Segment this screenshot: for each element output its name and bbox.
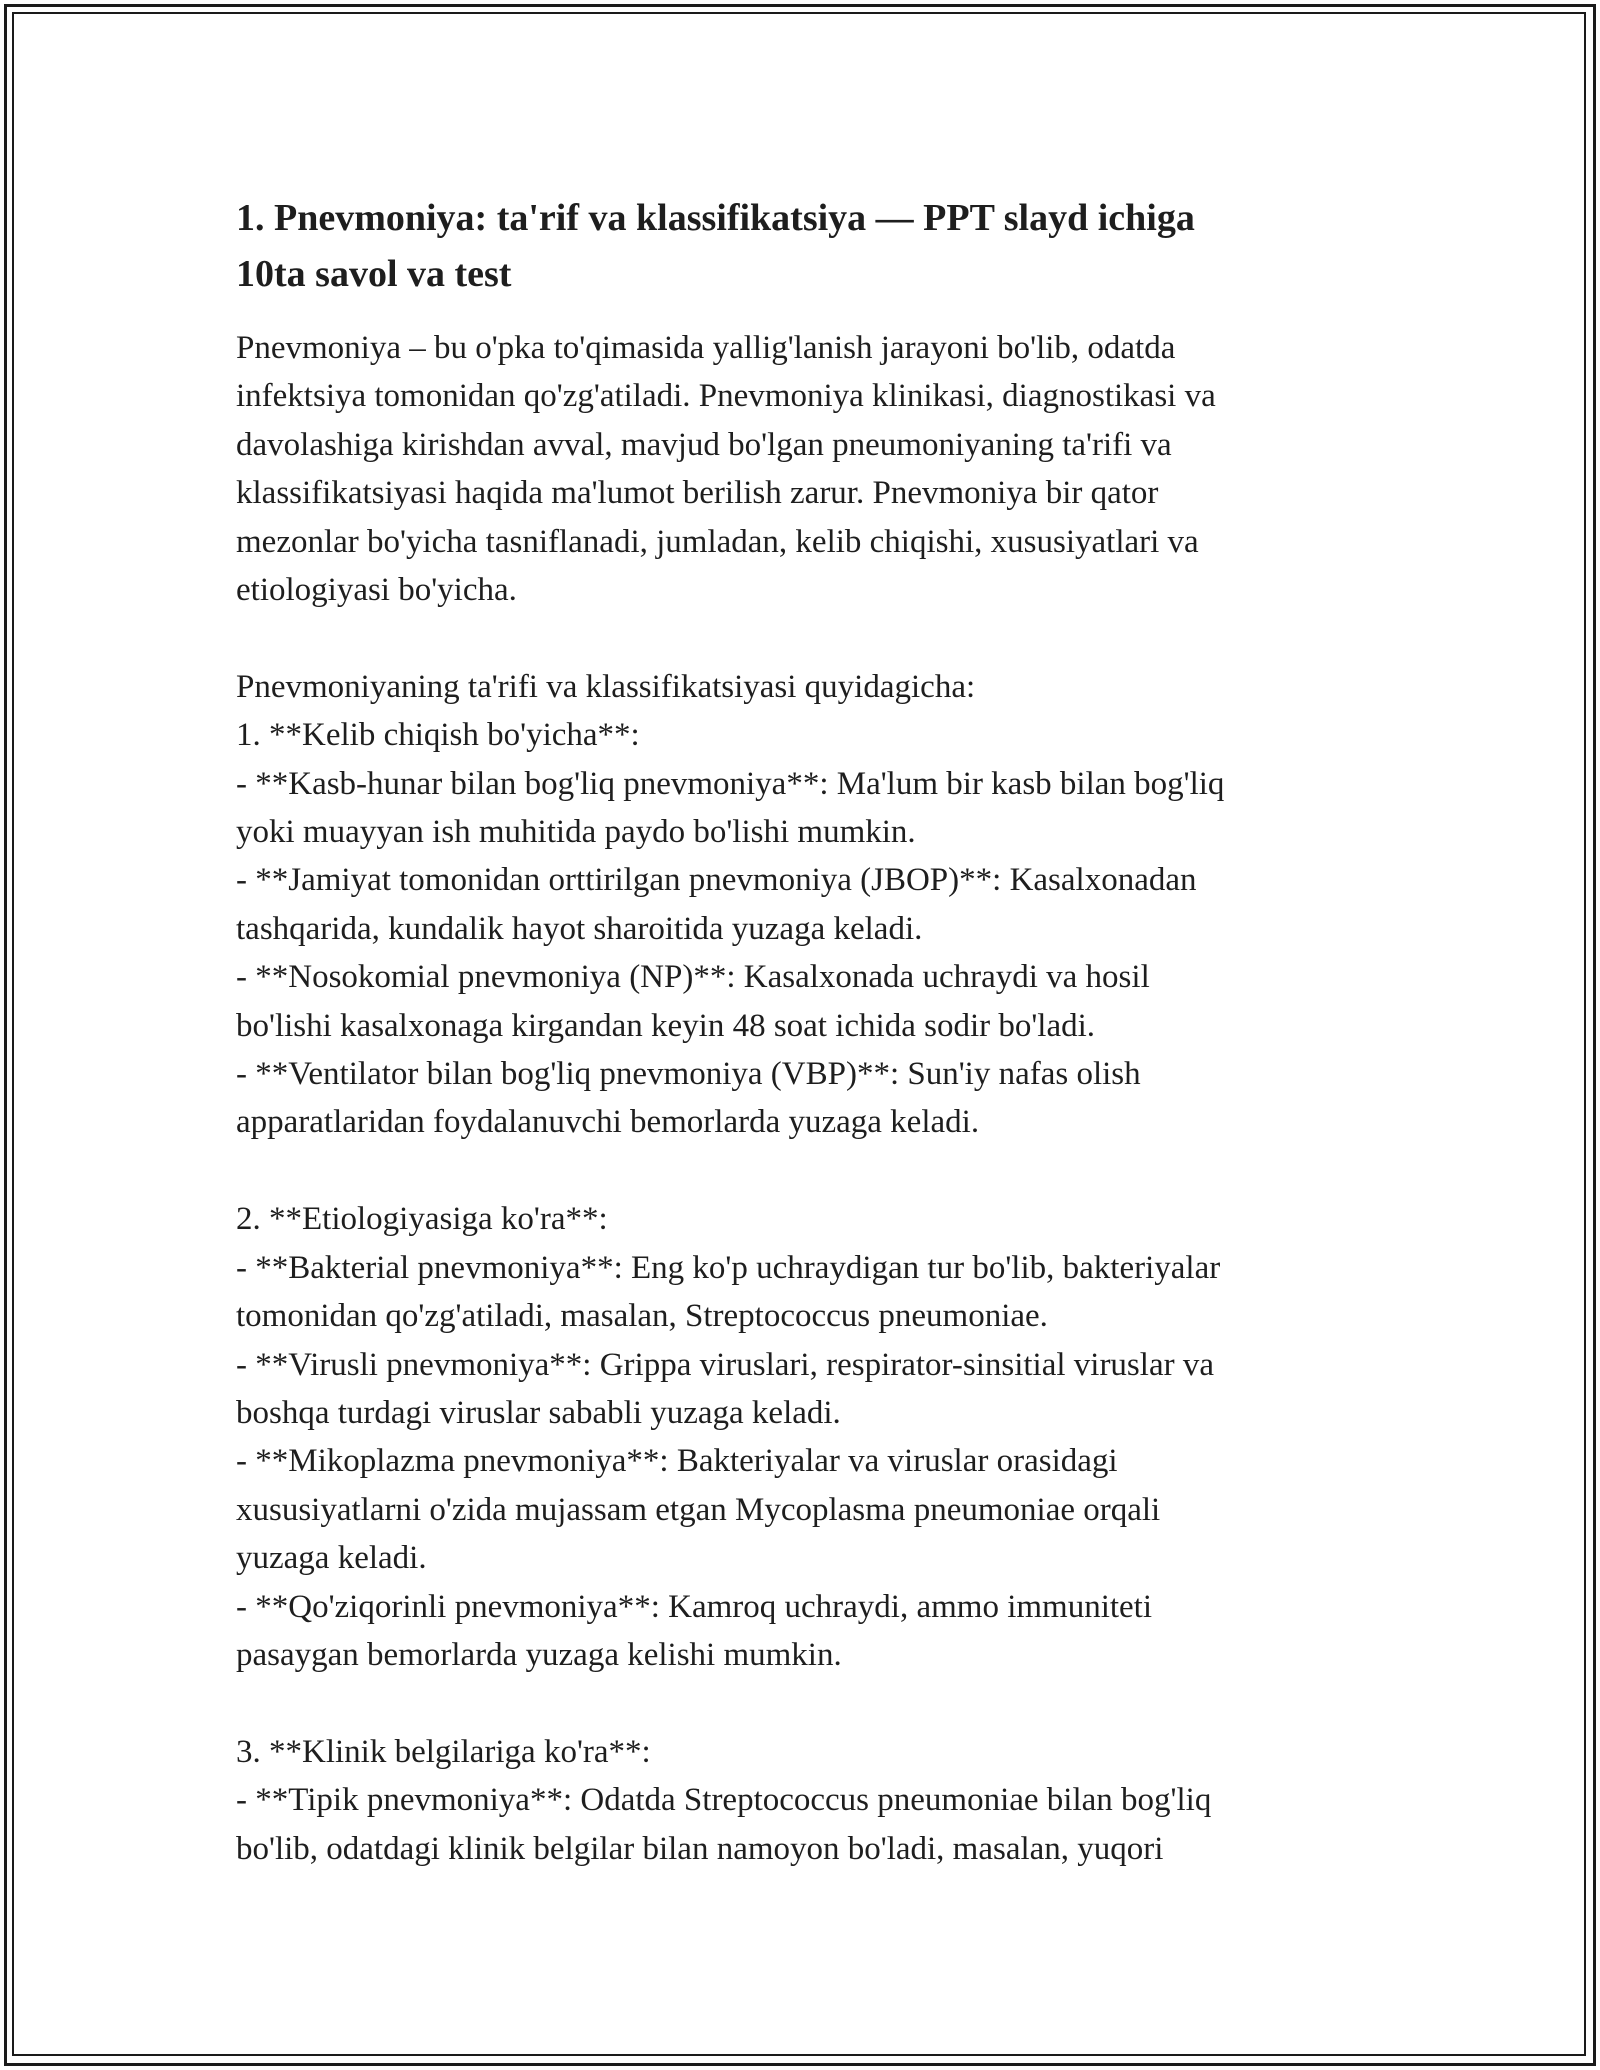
document-title: 1. Pnevmoniya: ta'rif va klassifikatsiya — PPT slayd ichiga 10ta savol va test bbox=[236, 197, 1195, 295]
section-clinical-classification: 3. **Klinik belgilariga ko'ra**: - **Tipik pnevmoniya**: Odatda Streptococcus pneumoniae bilan bog'liq bo'lib, odatdagi klinik belgilar bilan namoyon bo'ladi, masalan, yuqori bbox=[236, 1733, 1212, 1867]
paragraph-spacer bbox=[236, 1147, 1396, 1195]
document-body bbox=[236, 190, 1396, 1873]
section-etiology-classification: 2. **Etiologiyasiga ko'ra**: - **Bakterial pnevmoniya**: Eng ko'p uchraydigan tur bo'lib, bakteriyalar tomonidan qo'zg'atiladi, masalan, Streptococcus pneumoniae. - **Virusli pnevmoniya**: Grippa viruslari, respirator-sinsitial viruslar va boshqa turdagi viruslar sababli yuzaga keladi. - **Mikoplazma pnevmoniya**: Bakteriyalar va viruslar orasidagi xususiyatlarni o'zida mujassam etgan Mycoplasma pneumoniae orqali yuzaga keladi. - **Qo'ziqorinli pnevmoniya**: Kamroq uchraydi, ammo immuniteti pasaygan bemorlarda yuzaga kelishi mumkin. bbox=[236, 1201, 1221, 1673]
intro-paragraph: Pnevmoniya – bu o'pka to'qimasida yallig'lanish jarayoni bo'lib, odatda infektsiya tomonidan qo'zg'atiladi. Pnevmoniya klinikasi, diagnostikasi va davolashiga kirishdan avval, mavjud bo'lgan pneumoniyaning ta'rifi va klassifikatsiyasi haqida ma'lumot berilish zarur. Pnevmoniya bir qator mezonlar bo'yicha tasniflanadi, jumladan, kelib chiqishi, xususiyatlari va etiologiyasi bo'yicha. bbox=[236, 330, 1216, 609]
section-origin-classification: Pnevmoniyaning ta'rifi va klassifikatsiyasi quyidagicha: 1. **Kelib chiqish bo'yicha**: - **Kasb-hunar bilan bog'liq pnevmoniya**: Ma'lum bir kasb bilan bog'liq yoki muayyan ish muhitida paydo bo'lishi mumkin. - **Jamiyat tomonidan orttirilgan pnevmoniya (JBOP)**: Kasalxonadan tashqarida, kundalik hayot sharoitida yuzaga keladi. - **Nosokomial pnevmoniya (NP)**: Kasalxonada uchraydi va hosil bo'lishi kasalxonaga kirgandan keyin 48 soat ichida sodir bo'ladi. - **Ventilator bilan bog'liq pnevmoniya (VBP)**: Sun'iy nafas olish apparatlaridan foydalanuvchi bemorlarda yuzaga keladi. bbox=[236, 668, 1225, 1141]
paragraph-spacer bbox=[236, 614, 1396, 662]
paragraph-spacer bbox=[236, 1679, 1396, 1727]
